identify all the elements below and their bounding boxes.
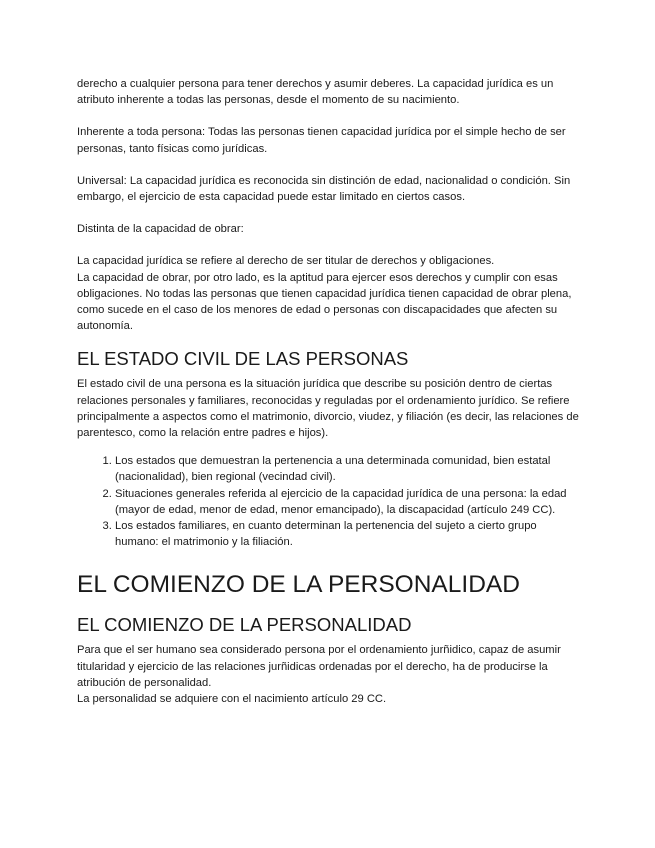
estado-civil-list	[77, 453, 582, 550]
paragraph-capacidad-obrar: La capacidad de obrar, por otro lado, es la aptitud para ejercer esos derechos y cumplir con esas obligaciones. No todas las personas que tienen capacidad jurídica tienen capacidad de obrar plena, como sucede en el caso de los menores de edad o personas con discapacidades que afecten su autonomía.	[77, 271, 572, 333]
paragraph-capacidad-juridica-definicion: La capacidad jurídica se refiere al derecho de ser titular de derechos y obligaciones.	[77, 255, 495, 268]
subheading-comienzo-personalidad: EL COMIENZO DE LA PERSONALIDAD	[77, 614, 412, 636]
paragraph-inherente: Inherente a toda persona: Todas las personas tienen capacidad jurídica por el simple hecho de ser personas, tanto físicas como jurídicas.	[77, 126, 566, 155]
list-item: 2. Situaciones generales referida al ejercicio de la capacidad jurídica de una persona: la edad (mayor de edad, menor de edad, menor emancipado), la discapacidad (artículo 249 CC).	[115, 486, 582, 518]
list-item: 1. Los estados que demuestran la pertenencia a una determinada comunidad, bien estatal (nacionalidad), bien regional (vecindad civil).	[115, 453, 582, 485]
paragraph-comienzo-1: Para que el ser humano sea considerado persona por el ordenamiento jurñidico, capaz de asumir titularidad y ejercicio de las relaciones jurñidicas ordenadas por el derecho, ha de producirse la atribución de personalidad.	[77, 644, 561, 689]
document-page	[77, 76, 582, 707]
paragraph-comienzo-2: La personalidad se adquiere con el nacimiento artículo 29 CC.	[77, 693, 387, 706]
heading-estado-civil: EL ESTADO CIVIL DE LAS PERSONAS	[77, 348, 409, 370]
paragraph-distinta: Distinta de la capacidad de obrar:	[77, 223, 244, 236]
heading-comienzo-personalidad: EL COMIENZO DE LA PERSONALIDAD	[77, 571, 520, 599]
paragraph-estado-civil: El estado civil de una persona es la situación jurídica que describe su posición dentro de ciertas relaciones personales y familiares, reconocidas y reguladas por el ordenamiento jurídico. Se refiere principalmente a aspectos como el matrimonio, divorcio, viudez, y filiación (es decir, las relaciones de parentesco, como la relación entre padres e hijos).	[77, 378, 579, 440]
list-item: 3. Los estados familiares, en cuanto determinan la pertenencia del sujeto a cierto grupo humano: el matrimonio y la filiación.	[115, 518, 582, 550]
paragraph-universal: Universal: La capacidad jurídica es reconocida sin distinción de edad, nacionalidad o condición. Sin embargo, el ejercicio de esta capacidad puede estar limitado en ciertos casos.	[77, 174, 571, 204]
paragraph-capacidad-juridica: derecho a cualquier persona para tener derechos y asumir deberes. La capacidad jurídica es un atributo inherente a todas las personas, desde el momento de su nacimiento.	[77, 78, 554, 107]
